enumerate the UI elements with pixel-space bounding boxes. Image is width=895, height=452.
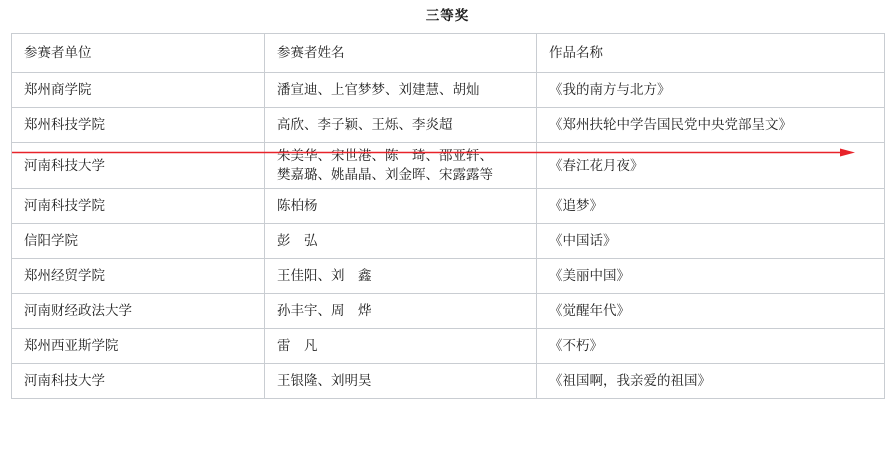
awards-table [11, 33, 885, 399]
cell-work: 《祖国啊，我亲爱的祖国》 [537, 364, 885, 399]
cell-names [265, 143, 537, 189]
column-header-work: 作品名称 [537, 34, 885, 73]
cell-names-line: 樊嘉璐、姚晶晶、刘金晖、宋露露等 [277, 167, 493, 183]
table-row [12, 143, 885, 189]
table-header-row [12, 34, 885, 73]
table-row [12, 294, 885, 329]
cell-names: 陈柏杨 [265, 189, 537, 224]
cell-work: 《春江花月夜》 [537, 143, 885, 189]
table-row [12, 329, 885, 364]
cell-names: 王银隆、刘明昊 [265, 364, 537, 399]
awards-table-container [11, 33, 884, 399]
column-header-unit: 参赛者单位 [12, 34, 265, 73]
table-row [12, 189, 885, 224]
cell-unit: 信阳学院 [12, 224, 265, 259]
cell-unit: 郑州西亚斯学院 [12, 329, 265, 364]
cell-work: 《郑州扶轮中学告国民党中央党部呈文》 [537, 108, 885, 143]
cell-unit: 河南科技大学 [12, 364, 265, 399]
cell-work: 《觉醒年代》 [537, 294, 885, 329]
table-row [12, 364, 885, 399]
cell-unit: 河南科技学院 [12, 189, 265, 224]
cell-work: 《中国话》 [537, 224, 885, 259]
cell-names: 高欣、李子颖、王烁、李炎超 [265, 108, 537, 143]
table-row [12, 73, 885, 108]
cell-unit: 郑州商学院 [12, 73, 265, 108]
cell-unit: 河南科技大学 [12, 143, 265, 189]
cell-unit: 郑州经贸学院 [12, 259, 265, 294]
table-row [12, 259, 885, 294]
page-title: 三等奖 [425, 8, 470, 23]
table-row [12, 224, 885, 259]
cell-names: 潘宣迪、上官梦梦、刘建慧、胡灿 [265, 73, 537, 108]
cell-work: 《美丽中国》 [537, 259, 885, 294]
cell-unit: 郑州科技学院 [12, 108, 265, 143]
cell-unit: 河南财经政法大学 [12, 294, 265, 329]
cell-work: 《我的南方与北方》 [537, 73, 885, 108]
column-header-name: 参赛者姓名 [265, 34, 537, 73]
table-row [12, 108, 885, 143]
cell-names-line: 朱美华、宋世港、陈 琦、邵亚轩、 [277, 148, 493, 163]
cell-names: 王佳阳、刘 鑫 [265, 259, 537, 294]
cell-names: 彭 弘 [265, 224, 537, 259]
cell-work: 《不朽》 [537, 329, 885, 364]
cell-work: 《追梦》 [537, 189, 885, 224]
cell-names: 雷 凡 [265, 329, 537, 364]
cell-names: 孙丰宇、周 烨 [265, 294, 537, 329]
